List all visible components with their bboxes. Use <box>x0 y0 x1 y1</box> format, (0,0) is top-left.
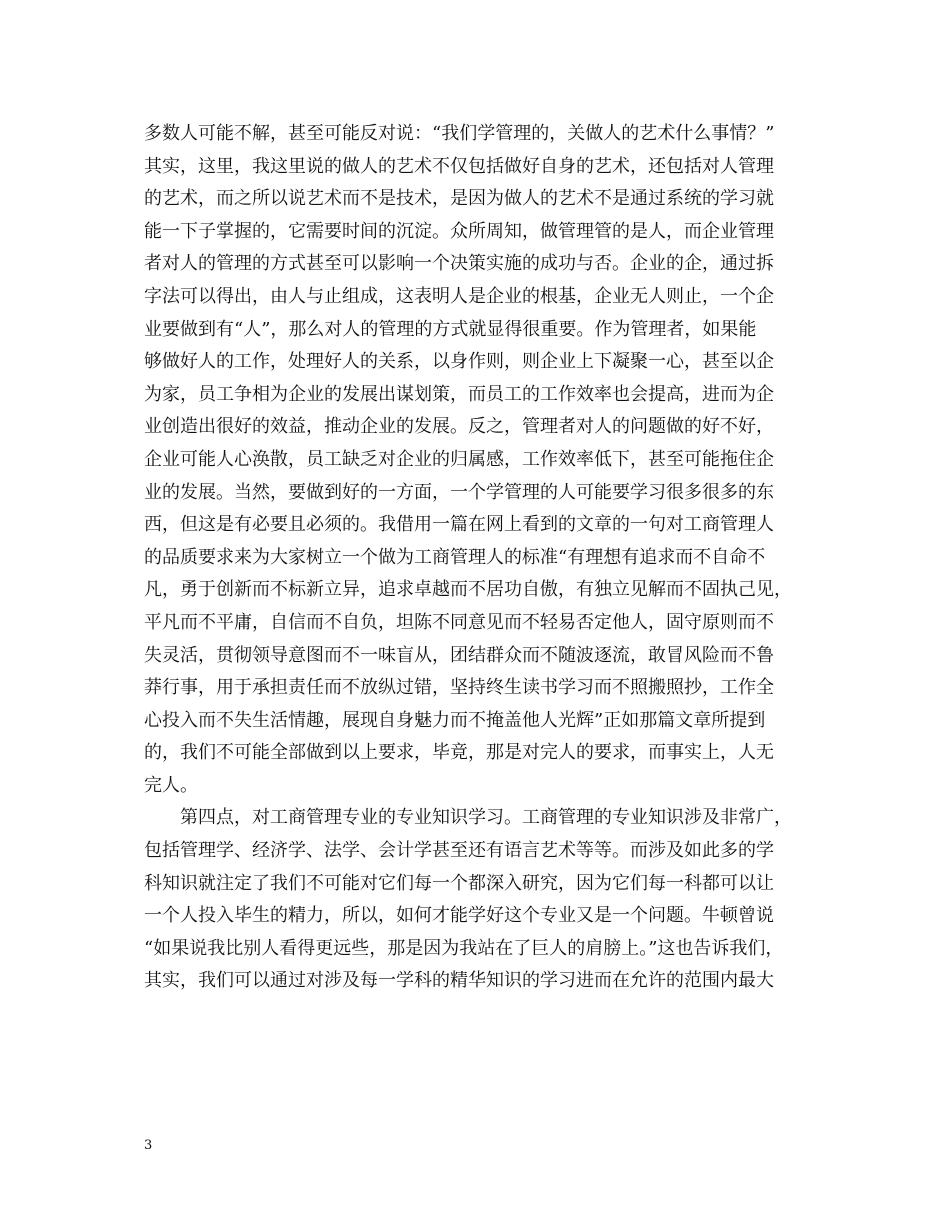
text-line: 者对人的管理的方式甚至可以影响一个决策实施的成功与否。企业的企，通过拆 <box>144 253 774 275</box>
text-line: 字法可以得出，由人与止组成，这表明人是企业的根基，企业无人则止，一个企 <box>144 285 774 307</box>
paragraph-start-line: 第四点，对工商管理专业的专业知识学习。工商管理的专业知识涉及非常广， <box>180 807 792 829</box>
text-line: 多数人可能不解，甚至可能反对说：“我们学管理的，关做人的艺术什么事情？” <box>144 123 775 144</box>
page-number: 3 <box>144 1138 153 1153</box>
text-line: 企业可能人心涣散，员工缺乏对企业的归属感，工作效率低下，甚至可能拖住企 <box>144 448 774 470</box>
text-line: 够做好人的工作，处理好人的关系，以身作则，则企业上下凝聚一心，甚至以企 <box>144 351 774 373</box>
text-line: 平凡而不平庸，自信而不自负，坦陈不同意见而不轻易否定他人，固守原则而不 <box>144 611 774 633</box>
text-line: 其实，这里，我这里说的做人的艺术不仅包括做好自身的艺术，还包括对人管理 <box>144 155 774 177</box>
text-line: “如果说我比别人看得更远些，那是因为我站在了巨人的肩膀上。”这也告诉我们， <box>144 937 784 959</box>
text-line: 包括管理学、经济学、法学、会计学甚至还有语言艺术等等。而涉及如此多的学 <box>144 840 774 862</box>
text-line: 莽行事，用于承担责任而不放纵过错，坚持终生读书学习而不照搬照抄，工作全 <box>144 677 774 699</box>
text-line: 业的发展。当然，要做到好的一方面，一个学管理的人可能要学习很多很多的东 <box>144 481 774 503</box>
text-line: 凡，勇于创新而不标新立异，追求卓越而不居功自傲，有独立见解而不固执己见， <box>144 579 792 601</box>
text-line: 业创造出很好的效益，推动企业的发展。反之，管理者对人的问题做的好不好， <box>144 416 774 438</box>
text-line: 完人。 <box>144 774 198 796</box>
text-line: 失灵活，贯彻领导意图而不一味盲从，团结群众而不随波逐流，敢冒风险而不鲁 <box>144 644 774 666</box>
text-line: 西，但这是有必要且必须的。我借用一篇在网上看到的文章的一句对工商管理人 <box>144 514 774 536</box>
text-line: 的品质要求来为大家树立一个做为工商管理人的标准“有理想有追求而不自命不 <box>144 546 766 568</box>
text-line: 一个人投入毕生的精力，所以，如何才能学好这个专业又是一个问题。牛顿曾说 <box>144 905 774 927</box>
text-line: 的艺术，而之所以说艺术而不是技术，是因为做人的艺术不是通过系统的学习就 <box>144 188 774 210</box>
text-line: 为家，员工争相为企业的发展出谋划策，而员工的工作效率也会提高，进而为企 <box>144 383 774 405</box>
text-line: 科知识就注定了我们不可能对它们每一个都深入研究，因为它们每一科都可以让 <box>144 872 774 894</box>
body-text <box>144 118 814 998</box>
text-line: 能一下子掌握的，它需要时间的沉淀。众所周知，做管理管的是人，而企业管理 <box>144 220 774 242</box>
text-line: 业要做到有“人”，那么对人的管理的方式就显得很重要。作为管理者，如果能 <box>144 318 757 340</box>
text-line: 其实，我们可以通过对涉及每一学科的精华知识的学习进而在允许的范围内最大 <box>144 970 774 992</box>
text-line: 的，我们不可能全部做到以上要求，毕竟，那是对完人的要求，而事实上，人无 <box>144 742 774 764</box>
text-line: 心投入而不失生活情趣，展现自身魅力而不掩盖他人光辉”正如那篇文章所提到 <box>144 709 766 731</box>
